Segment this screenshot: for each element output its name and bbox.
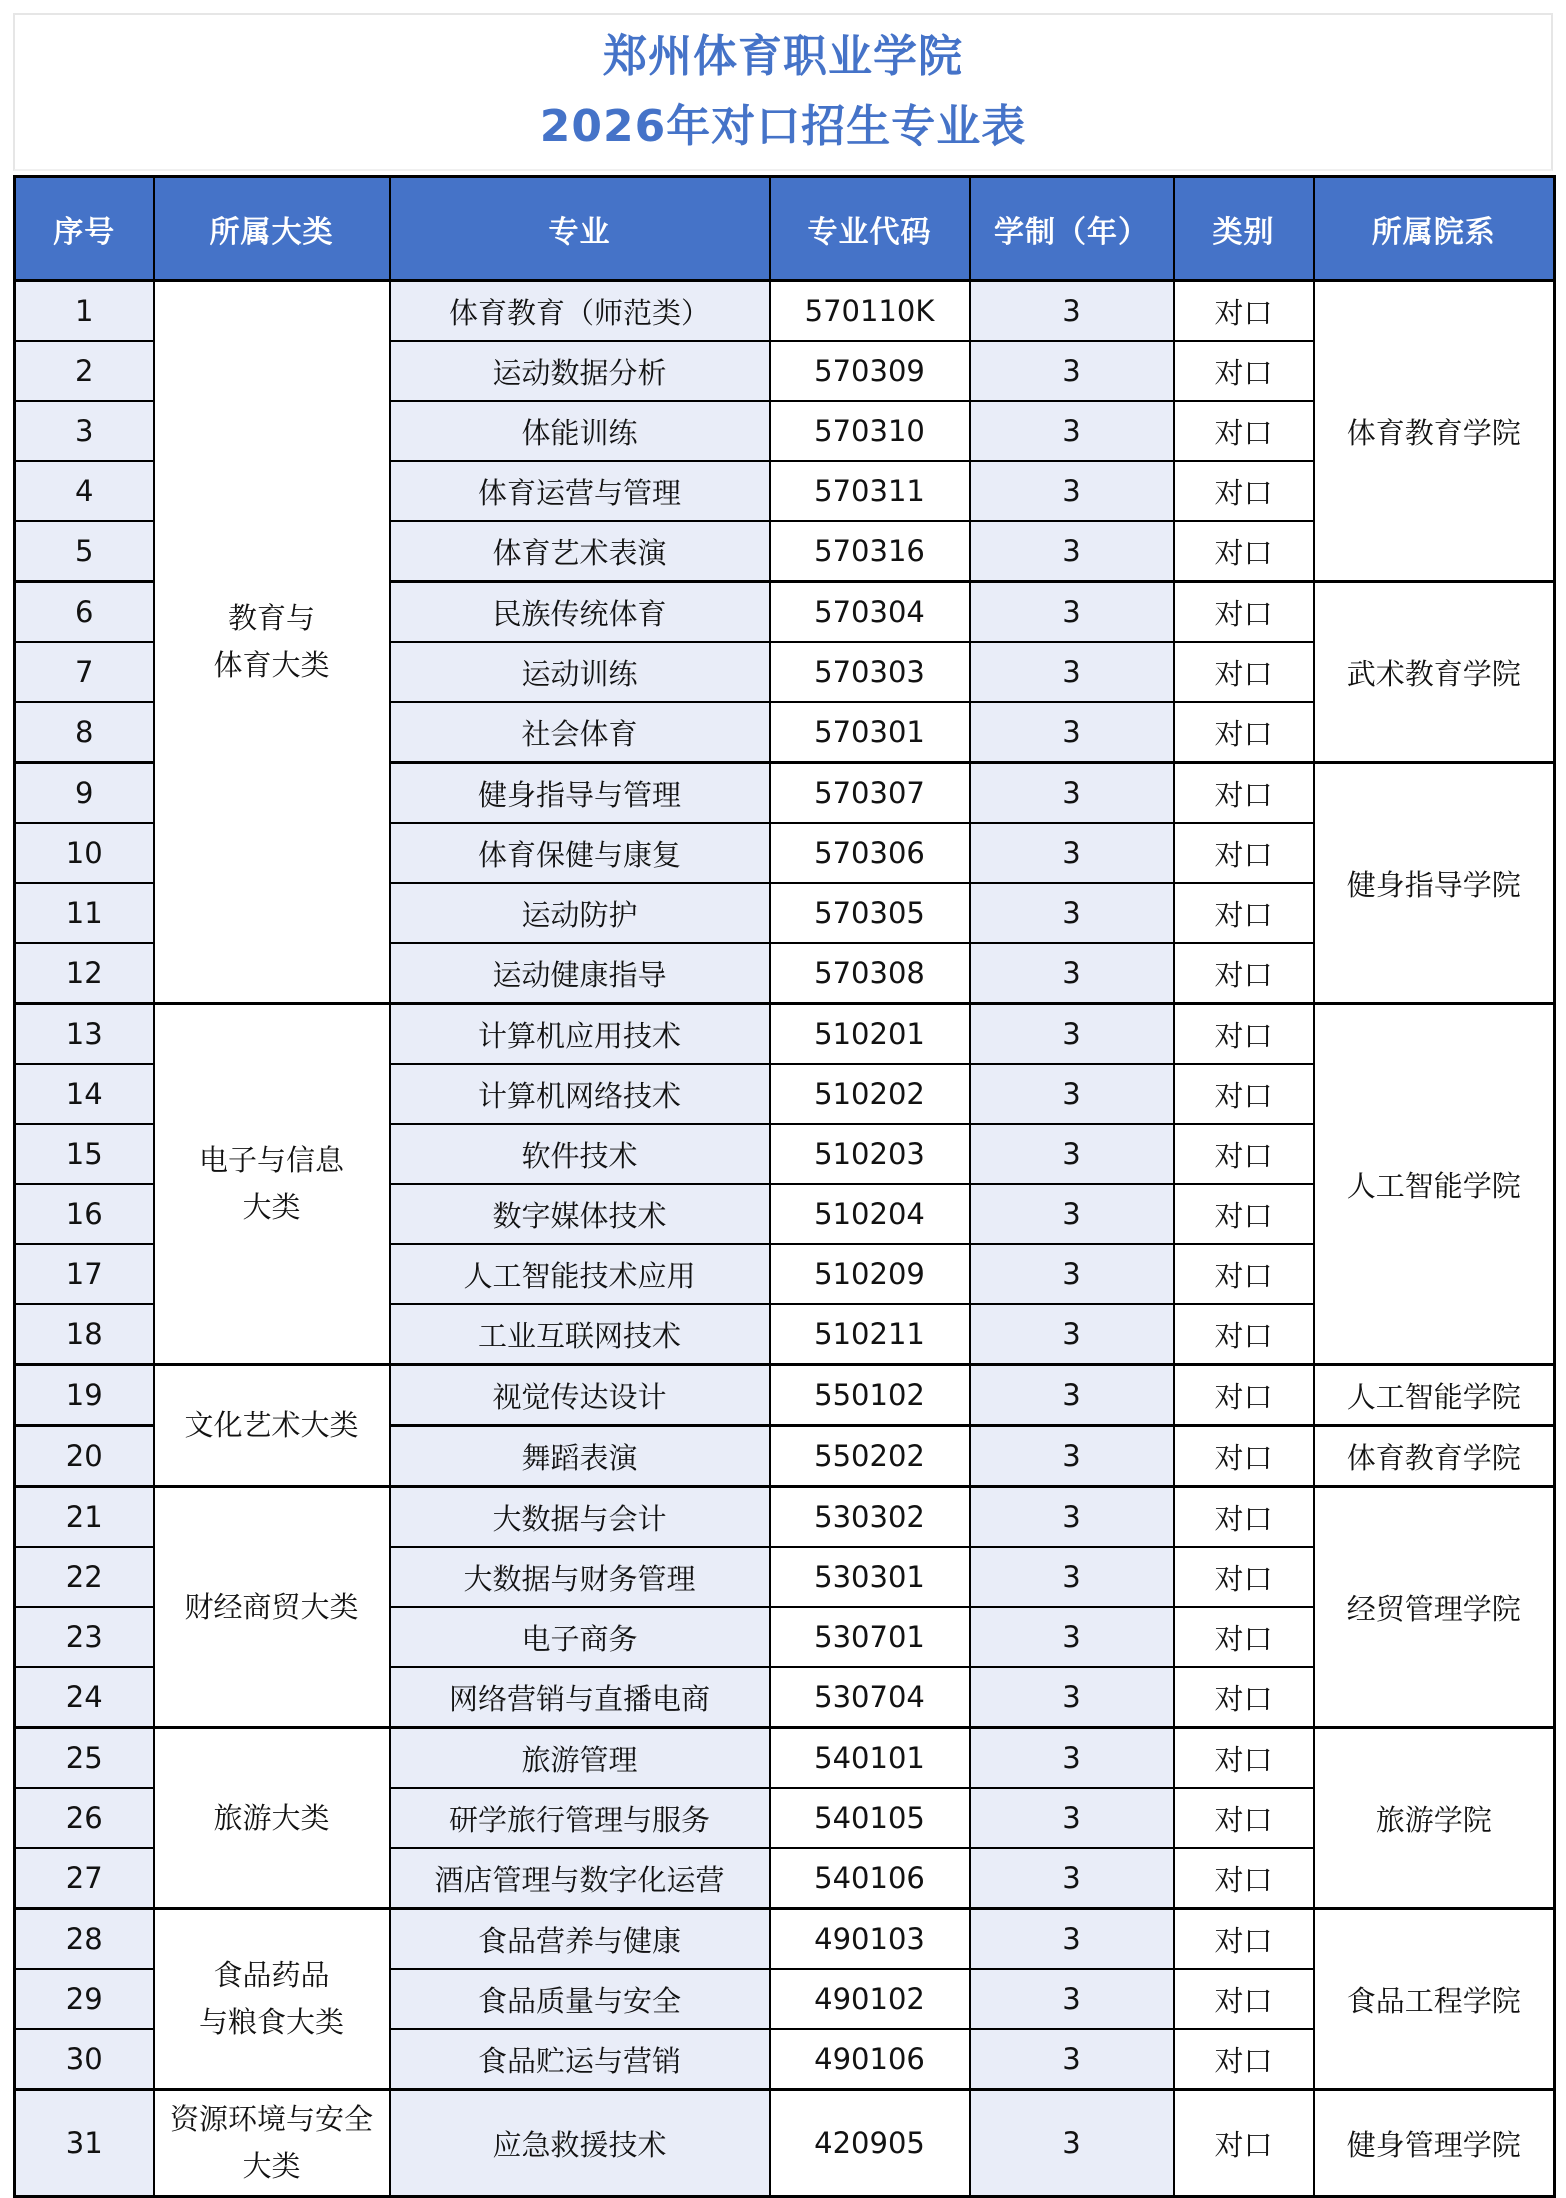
major-code-cell: 540101 [770, 1728, 970, 1789]
row-number-cell: 30 [15, 2029, 154, 2090]
row-number-cell: 22 [15, 1547, 154, 1607]
years-cell: 3 [970, 1426, 1174, 1487]
row-number-cell: 6 [15, 582, 154, 643]
type-cell: 对口 [1174, 2029, 1314, 2090]
major-code-cell: 570309 [770, 341, 970, 401]
years-cell: 3 [970, 521, 1174, 582]
row-number-cell: 15 [15, 1124, 154, 1184]
years-cell: 3 [970, 341, 1174, 401]
row-number-cell: 8 [15, 702, 154, 763]
row-number-cell: 1 [15, 281, 154, 342]
row-number-cell: 2 [15, 341, 154, 401]
major-cell: 体能训练 [390, 401, 770, 461]
type-cell: 对口 [1174, 1788, 1314, 1848]
major-cell: 食品贮运与营销 [390, 2029, 770, 2090]
years-cell: 3 [970, 1547, 1174, 1607]
major-cell: 食品质量与安全 [390, 1969, 770, 2029]
majors-table [13, 175, 1556, 2198]
years-cell: 3 [970, 461, 1174, 521]
years-cell: 3 [970, 1788, 1174, 1848]
row-number-cell: 25 [15, 1728, 154, 1789]
years-cell: 3 [970, 1365, 1174, 1426]
years-cell: 3 [970, 2090, 1174, 2197]
major-code-cell: 570304 [770, 582, 970, 643]
row-number-cell: 14 [15, 1064, 154, 1124]
row-number-cell: 9 [15, 763, 154, 824]
major-code-cell: 550202 [770, 1426, 970, 1487]
years-cell: 3 [970, 1124, 1174, 1184]
type-cell: 对口 [1174, 1304, 1314, 1365]
type-cell: 对口 [1174, 582, 1314, 643]
major-cell: 网络营销与直播电商 [390, 1667, 770, 1728]
row-number-cell: 18 [15, 1304, 154, 1365]
years-cell: 3 [970, 1728, 1174, 1789]
years-cell: 3 [970, 582, 1174, 643]
major-code-cell: 510211 [770, 1304, 970, 1365]
type-cell: 对口 [1174, 763, 1314, 824]
table-row [15, 1728, 1555, 1789]
major-code-cell: 550102 [770, 1365, 970, 1426]
type-cell: 对口 [1174, 2090, 1314, 2197]
row-number-cell: 12 [15, 943, 154, 1004]
major-cell: 数字媒体技术 [390, 1184, 770, 1244]
years-cell: 3 [970, 883, 1174, 943]
college-cell: 体育教育学院 [1314, 1426, 1555, 1487]
major-code-cell: 570303 [770, 642, 970, 702]
major-code-cell: 530301 [770, 1547, 970, 1607]
column-header-type: 类别 [1174, 177, 1314, 281]
years-cell: 3 [970, 823, 1174, 883]
major-code-cell: 570305 [770, 883, 970, 943]
type-cell: 对口 [1174, 1848, 1314, 1909]
major-cell: 体育教育（师范类） [390, 281, 770, 342]
years-cell: 3 [970, 281, 1174, 342]
row-number-cell: 19 [15, 1365, 154, 1426]
row-number-cell: 21 [15, 1487, 154, 1548]
type-cell: 对口 [1174, 1064, 1314, 1124]
row-number-cell: 11 [15, 883, 154, 943]
major-cell: 运动训练 [390, 642, 770, 702]
major-code-cell: 530704 [770, 1667, 970, 1728]
row-number-cell: 13 [15, 1004, 154, 1065]
years-cell: 3 [970, 401, 1174, 461]
major-cell: 体育艺术表演 [390, 521, 770, 582]
category-cell: 旅游大类 [154, 1728, 390, 1909]
major-cell: 人工智能技术应用 [390, 1244, 770, 1304]
table-row [15, 1365, 1555, 1426]
major-code-cell: 490106 [770, 2029, 970, 2090]
major-cell: 食品营养与健康 [390, 1909, 770, 1970]
type-cell: 对口 [1174, 521, 1314, 582]
college-cell: 旅游学院 [1314, 1728, 1555, 1909]
category-cell: 财经商贸大类 [154, 1487, 390, 1728]
major-code-cell: 490102 [770, 1969, 970, 2029]
major-cell: 大数据与财务管理 [390, 1547, 770, 1607]
type-cell: 对口 [1174, 401, 1314, 461]
type-cell: 对口 [1174, 1909, 1314, 1970]
major-cell: 运动健康指导 [390, 943, 770, 1004]
major-cell: 运动防护 [390, 883, 770, 943]
type-cell: 对口 [1174, 1124, 1314, 1184]
type-cell: 对口 [1174, 1184, 1314, 1244]
major-cell: 计算机应用技术 [390, 1004, 770, 1065]
type-cell: 对口 [1174, 883, 1314, 943]
college-cell: 人工智能学院 [1314, 1365, 1555, 1426]
type-cell: 对口 [1174, 702, 1314, 763]
college-cell: 健身指导学院 [1314, 763, 1555, 1004]
years-cell: 3 [970, 1969, 1174, 2029]
college-cell: 人工智能学院 [1314, 1004, 1555, 1365]
major-cell: 旅游管理 [390, 1728, 770, 1789]
type-cell: 对口 [1174, 1667, 1314, 1728]
major-code-cell: 570110K [770, 281, 970, 342]
table-row [15, 1487, 1555, 1548]
header-row [15, 177, 1555, 281]
row-number-cell: 26 [15, 1788, 154, 1848]
row-number-cell: 27 [15, 1848, 154, 1909]
major-code-cell: 510209 [770, 1244, 970, 1304]
major-cell: 电子商务 [390, 1607, 770, 1667]
column-header-years: 学制（年） [970, 177, 1174, 281]
major-code-cell: 510201 [770, 1004, 970, 1065]
row-number-cell: 3 [15, 401, 154, 461]
college-cell: 武术教育学院 [1314, 582, 1555, 763]
type-cell: 对口 [1174, 341, 1314, 401]
table-row [15, 2090, 1555, 2197]
major-cell: 视觉传达设计 [390, 1365, 770, 1426]
category-cell: 电子与信息 大类 [154, 1004, 390, 1365]
type-cell: 对口 [1174, 1487, 1314, 1548]
major-code-cell: 570316 [770, 521, 970, 582]
type-cell: 对口 [1174, 642, 1314, 702]
major-code-cell: 420905 [770, 2090, 970, 2197]
column-header-no: 序号 [15, 177, 154, 281]
type-cell: 对口 [1174, 461, 1314, 521]
major-code-cell: 570310 [770, 401, 970, 461]
major-code-cell: 570307 [770, 763, 970, 824]
type-cell: 对口 [1174, 1969, 1314, 2029]
years-cell: 3 [970, 1848, 1174, 1909]
enrollment-sheet [13, 13, 1553, 2198]
row-number-cell: 5 [15, 521, 154, 582]
major-cell: 工业互联网技术 [390, 1304, 770, 1365]
major-cell: 舞蹈表演 [390, 1426, 770, 1487]
row-number-cell: 24 [15, 1667, 154, 1728]
major-cell: 应急救援技术 [390, 2090, 770, 2197]
major-code-cell: 570301 [770, 702, 970, 763]
column-header-category: 所属大类 [154, 177, 390, 281]
major-cell: 体育运营与管理 [390, 461, 770, 521]
row-number-cell: 10 [15, 823, 154, 883]
major-cell: 民族传统体育 [390, 582, 770, 643]
major-code-cell: 570311 [770, 461, 970, 521]
category-cell: 食品药品 与粮食大类 [154, 1909, 390, 2090]
column-header-major: 专业 [390, 177, 770, 281]
major-cell: 研学旅行管理与服务 [390, 1788, 770, 1848]
years-cell: 3 [970, 763, 1174, 824]
years-cell: 3 [970, 1909, 1174, 1970]
table-row [15, 1909, 1555, 1970]
table-row [15, 281, 1555, 342]
major-cell: 健身指导与管理 [390, 763, 770, 824]
type-cell: 对口 [1174, 1365, 1314, 1426]
type-cell: 对口 [1174, 943, 1314, 1004]
years-cell: 3 [970, 1487, 1174, 1548]
type-cell: 对口 [1174, 281, 1314, 342]
row-number-cell: 7 [15, 642, 154, 702]
years-cell: 3 [970, 1667, 1174, 1728]
major-code-cell: 570306 [770, 823, 970, 883]
years-cell: 3 [970, 1607, 1174, 1667]
row-number-cell: 31 [15, 2090, 154, 2197]
major-cell: 计算机网络技术 [390, 1064, 770, 1124]
type-cell: 对口 [1174, 823, 1314, 883]
row-number-cell: 17 [15, 1244, 154, 1304]
years-cell: 3 [970, 2029, 1174, 2090]
years-cell: 3 [970, 702, 1174, 763]
college-cell: 健身管理学院 [1314, 2090, 1555, 2197]
major-cell: 体育保健与康复 [390, 823, 770, 883]
major-cell: 运动数据分析 [390, 341, 770, 401]
title-block [13, 13, 1553, 171]
column-header-college: 所属院系 [1314, 177, 1555, 281]
major-code-cell: 570308 [770, 943, 970, 1004]
row-number-cell: 16 [15, 1184, 154, 1244]
college-cell: 经贸管理学院 [1314, 1487, 1555, 1728]
major-code-cell: 530302 [770, 1487, 970, 1548]
years-cell: 3 [970, 642, 1174, 702]
major-code-cell: 540106 [770, 1848, 970, 1909]
major-cell: 大数据与会计 [390, 1487, 770, 1548]
row-number-cell: 29 [15, 1969, 154, 2029]
type-cell: 对口 [1174, 1607, 1314, 1667]
row-number-cell: 23 [15, 1607, 154, 1667]
major-code-cell: 510204 [770, 1184, 970, 1244]
major-code-cell: 510202 [770, 1064, 970, 1124]
years-cell: 3 [970, 943, 1174, 1004]
years-cell: 3 [970, 1304, 1174, 1365]
major-cell: 社会体育 [390, 702, 770, 763]
category-cell: 文化艺术大类 [154, 1365, 390, 1487]
category-cell: 资源环境与安全 大类 [154, 2090, 390, 2197]
type-cell: 对口 [1174, 1426, 1314, 1487]
type-cell: 对口 [1174, 1728, 1314, 1789]
years-cell: 3 [970, 1064, 1174, 1124]
row-number-cell: 20 [15, 1426, 154, 1487]
row-number-cell: 4 [15, 461, 154, 521]
major-code-cell: 540105 [770, 1788, 970, 1848]
type-cell: 对口 [1174, 1244, 1314, 1304]
row-number-cell: 28 [15, 1909, 154, 1970]
years-cell: 3 [970, 1244, 1174, 1304]
category-cell: 教育与 体育大类 [154, 281, 390, 1004]
years-cell: 3 [970, 1004, 1174, 1065]
table-row [15, 1004, 1555, 1065]
years-cell: 3 [970, 1184, 1174, 1244]
school-name: 郑州体育职业学院 [603, 31, 963, 82]
major-code-cell: 510203 [770, 1124, 970, 1184]
major-cell: 酒店管理与数字化运营 [390, 1848, 770, 1909]
major-cell: 软件技术 [390, 1124, 770, 1184]
table-subtitle: 2026年对口招生专业表 [539, 101, 1027, 152]
type-cell: 对口 [1174, 1547, 1314, 1607]
major-code-cell: 530701 [770, 1607, 970, 1667]
major-code-cell: 490103 [770, 1909, 970, 1970]
type-cell: 对口 [1174, 1004, 1314, 1065]
column-header-code: 专业代码 [770, 177, 970, 281]
college-cell: 食品工程学院 [1314, 1909, 1555, 2090]
college-cell: 体育教育学院 [1314, 281, 1555, 582]
